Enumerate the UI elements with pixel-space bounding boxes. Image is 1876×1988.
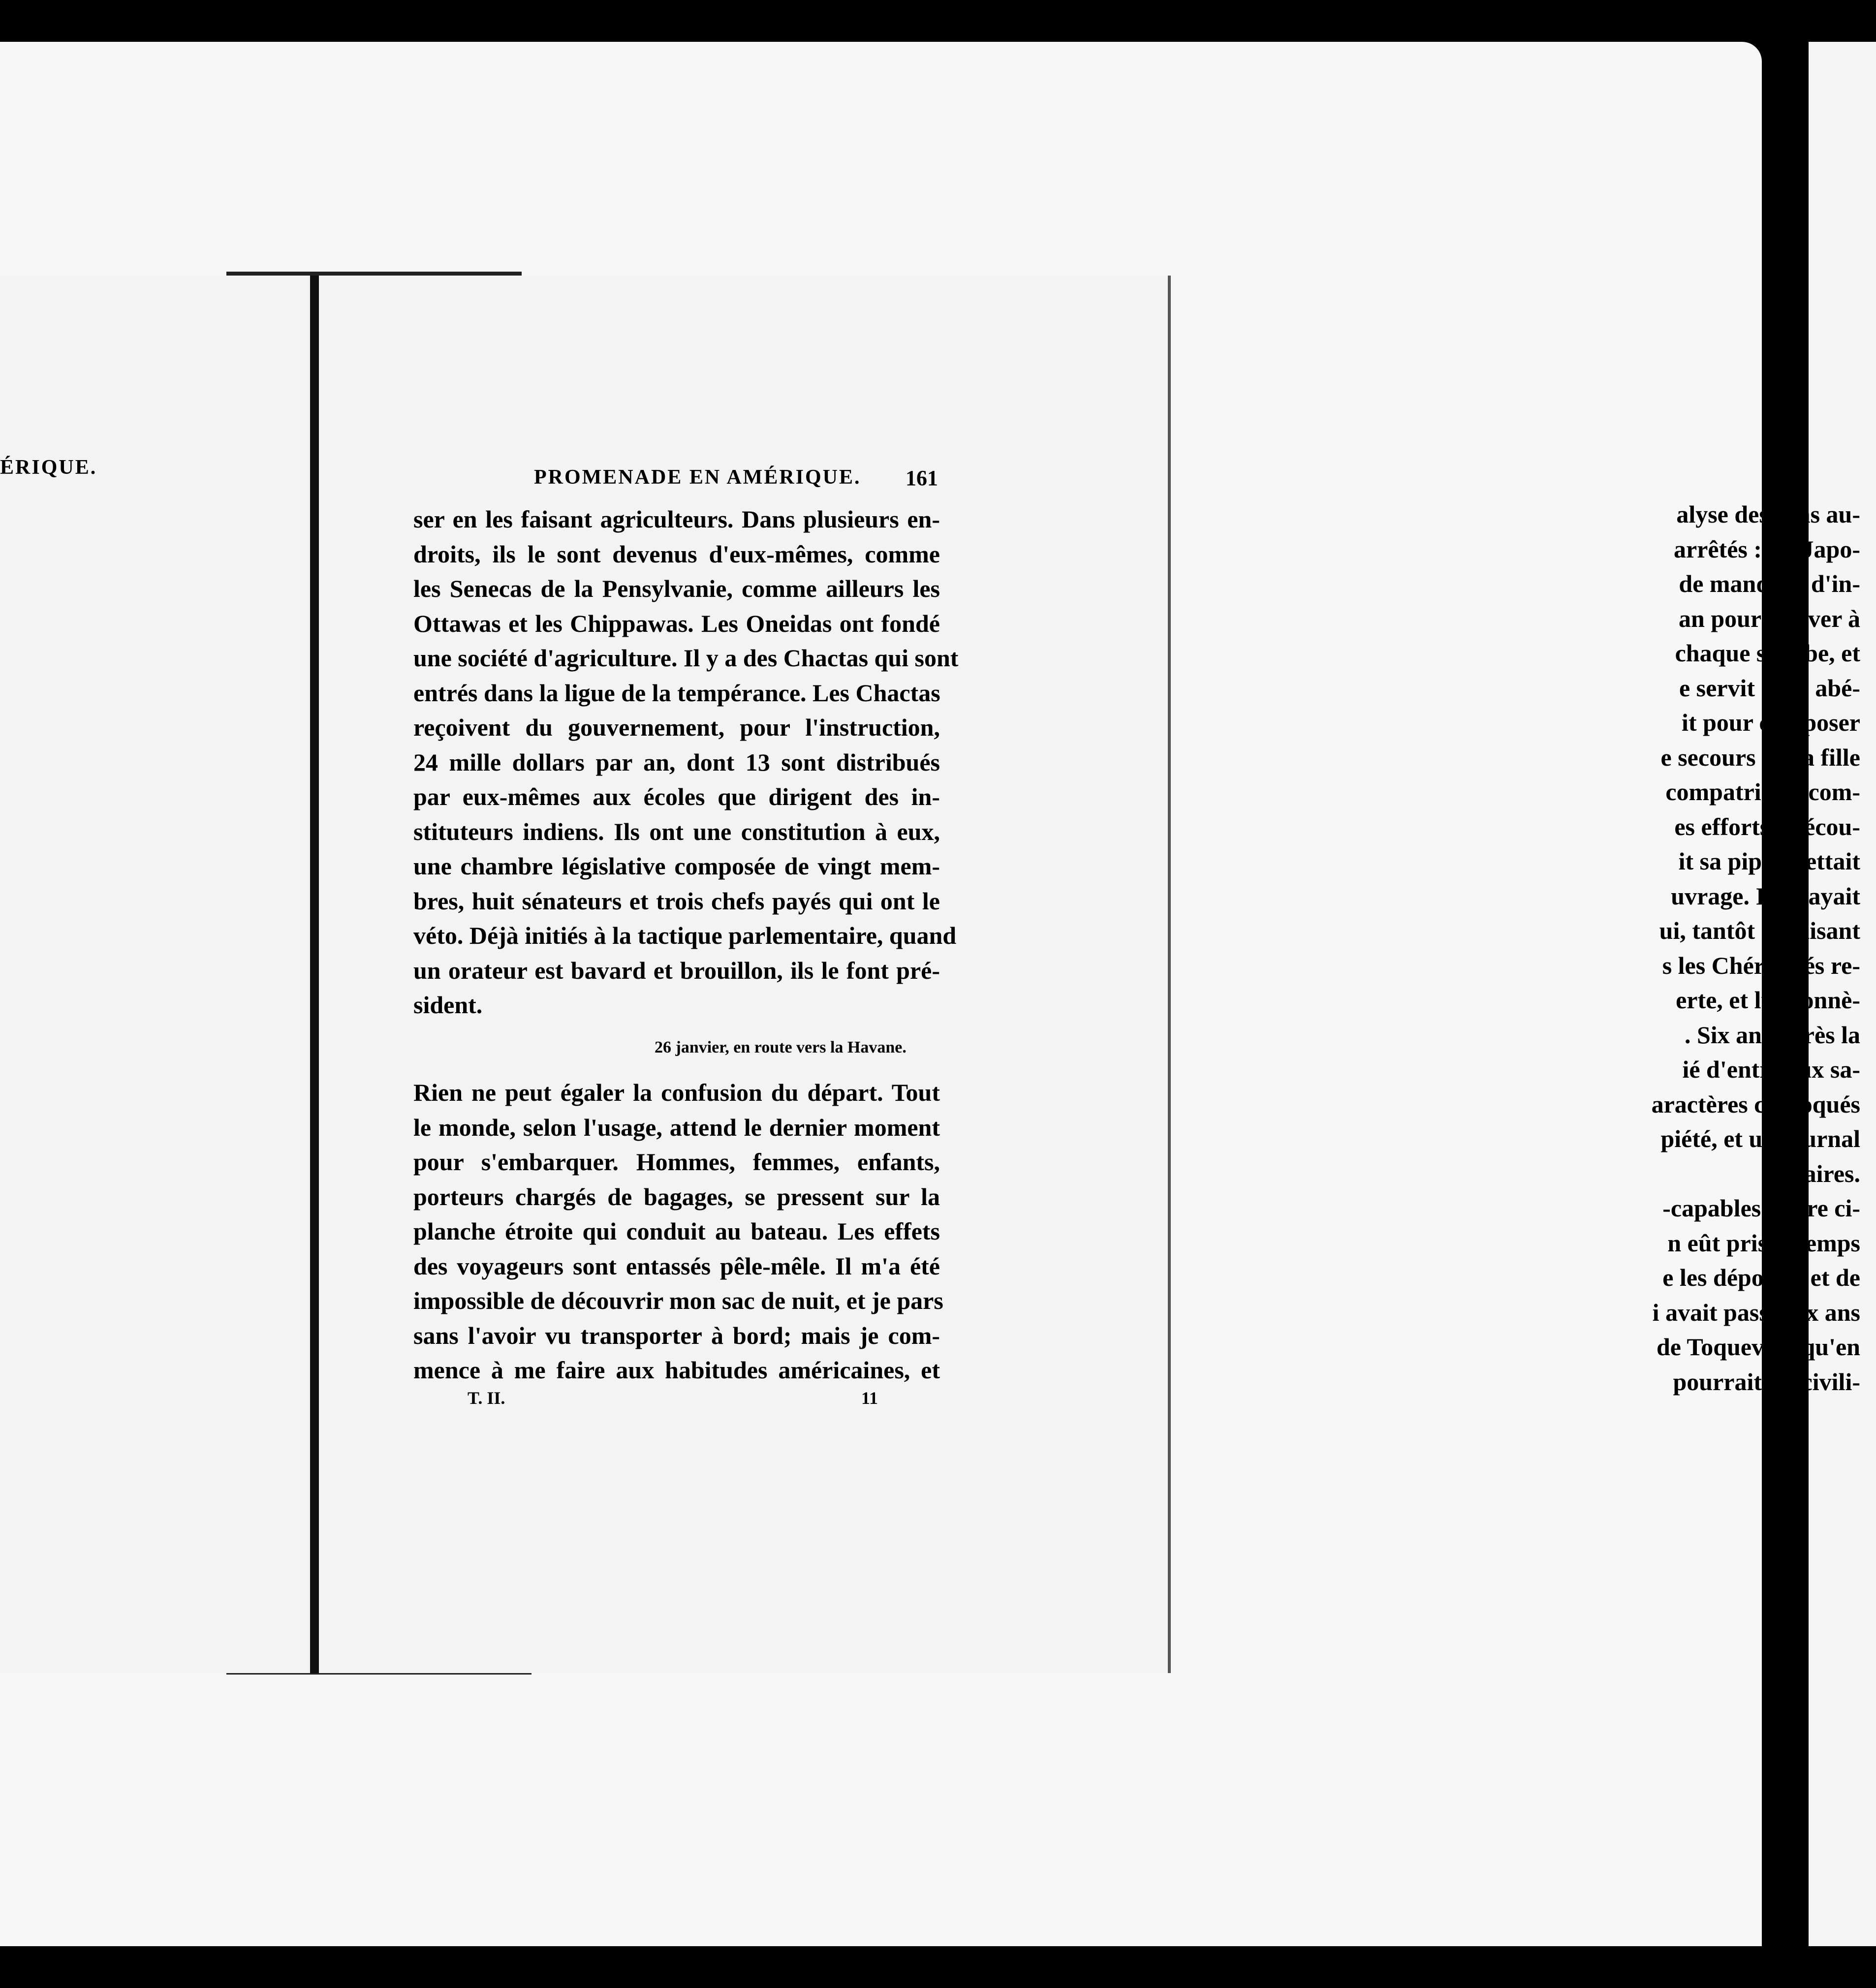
- text-line: une société d'agriculture. Il y a des Chactas qui sont: [413, 644, 959, 672]
- text-line: une chambre législative composée de vingt mem-: [413, 852, 940, 880]
- text-line: mence à me faire aux habitudes américaines, et: [413, 1356, 940, 1384]
- text-line: chaque syllabe, et: [1675, 639, 1860, 667]
- text-line: bres, huit sénateurs et trois chefs payés qui ont le: [413, 887, 940, 915]
- text-line: droits, ils le sont devenus d'eux-mêmes, comme: [413, 540, 940, 568]
- text-line: erte, et lui donnè-: [1676, 986, 1860, 1014]
- text-line: Rien ne peut égaler la confusion du départ. Tout: [413, 1079, 940, 1106]
- text-line: 24 mille dollars par an, dont 13 sont distribués: [413, 748, 940, 776]
- text-line: arrêtés : les Japo-: [1673, 535, 1860, 563]
- left-page: [0, 276, 315, 1673]
- text-line: porteurs chargés de bagages, se pressent sur la: [413, 1182, 940, 1211]
- text-line: sident.: [413, 991, 483, 1019]
- text-line: i avait passé dix ans: [1652, 1298, 1860, 1326]
- text-line: des voyageurs sont entassés pêle-mêle. Il m'a été: [413, 1252, 940, 1280]
- text-line: entrés dans la ligue de la tempérance. Les Chactas: [413, 679, 940, 707]
- text-line: de Toqueville qu'en: [1656, 1333, 1860, 1361]
- text-line: es efforts. Il écou-: [1674, 812, 1860, 840]
- text-line: aractères chéroqués: [1651, 1090, 1860, 1118]
- text-line: pourrait les civili-: [1673, 1367, 1860, 1396]
- text-line: stituteurs indiens. Ils ont une constitution à eux,: [413, 817, 940, 845]
- text-line: ser en les faisant agriculteurs. Dans plusieurs en-: [413, 505, 940, 533]
- text-line: ié d'entre eux sa-: [1682, 1056, 1860, 1083]
- left-running-head: ÉRIQUE.: [0, 456, 97, 479]
- text-line: reçoivent du gouvernement, pour l'instruction,: [413, 714, 940, 741]
- text-line: e les déporter et de: [1662, 1264, 1860, 1291]
- text-line: Ottawas et les Chippawas. Les Oneidas ont fondé: [413, 609, 940, 637]
- text-line: alyse des sons au-: [1676, 500, 1860, 528]
- page-number: 161: [906, 466, 938, 490]
- dateline: 26 janvier, en route vers la Havane.: [655, 1038, 907, 1056]
- text-line: n eût pris le temps: [1667, 1229, 1860, 1257]
- text-line: par eux-mêmes aux écoles que dirigent des in-: [413, 783, 940, 810]
- text-line: . Six ans après la: [1684, 1021, 1860, 1049]
- text-line: de manquer d'in-: [1679, 570, 1860, 597]
- text-line: pour s'embarquer. Hommes, femmes, enfants,: [413, 1148, 940, 1176]
- text-line: ui, tantôt elle lisant: [1659, 917, 1860, 944]
- text-line: compatriotes com-: [1665, 778, 1860, 806]
- text-line: le monde, selon l'usage, attend le dernier moment: [413, 1113, 940, 1141]
- text-line: piété, et un journal: [1660, 1125, 1860, 1152]
- footer-signature: 11: [861, 1388, 878, 1408]
- text-line: impossible de découvrir mon sac de nuit, et je pars: [413, 1287, 943, 1314]
- text-line: sans l'avoir vu transporter à bord; mais je com-: [413, 1321, 940, 1349]
- text-line: e secours de sa fille: [1660, 743, 1860, 771]
- text-line: laires.: [1797, 1159, 1860, 1187]
- text-line: it sa pipe, mettait: [1678, 847, 1860, 875]
- text-line: it pour composer: [1682, 709, 1860, 736]
- right-running-head: PROMENADE EN AMÉRIQUE.: [534, 466, 861, 489]
- text-line: un orateur est bavard et brouillon, ils le font pré-: [413, 956, 940, 984]
- text-line: an pour arriver à: [1679, 604, 1860, 632]
- text-line: les Senecas de la Pensylvanie, comme ailleurs les: [413, 575, 940, 602]
- text-line: véto. Déjà initiés à la tactique parlementaire, quand: [413, 922, 957, 949]
- text-line: -capables d'être ci-: [1662, 1194, 1860, 1222]
- footer-volume: T. II.: [468, 1388, 505, 1408]
- text-line: s les Chéroqués re-: [1662, 951, 1860, 979]
- text-line: planche étroite qui conduit au bateau. Les effets: [413, 1217, 940, 1245]
- text-line: e servit d'un abé-: [1679, 674, 1860, 702]
- text-line: uvrage. Il essayait: [1671, 882, 1860, 910]
